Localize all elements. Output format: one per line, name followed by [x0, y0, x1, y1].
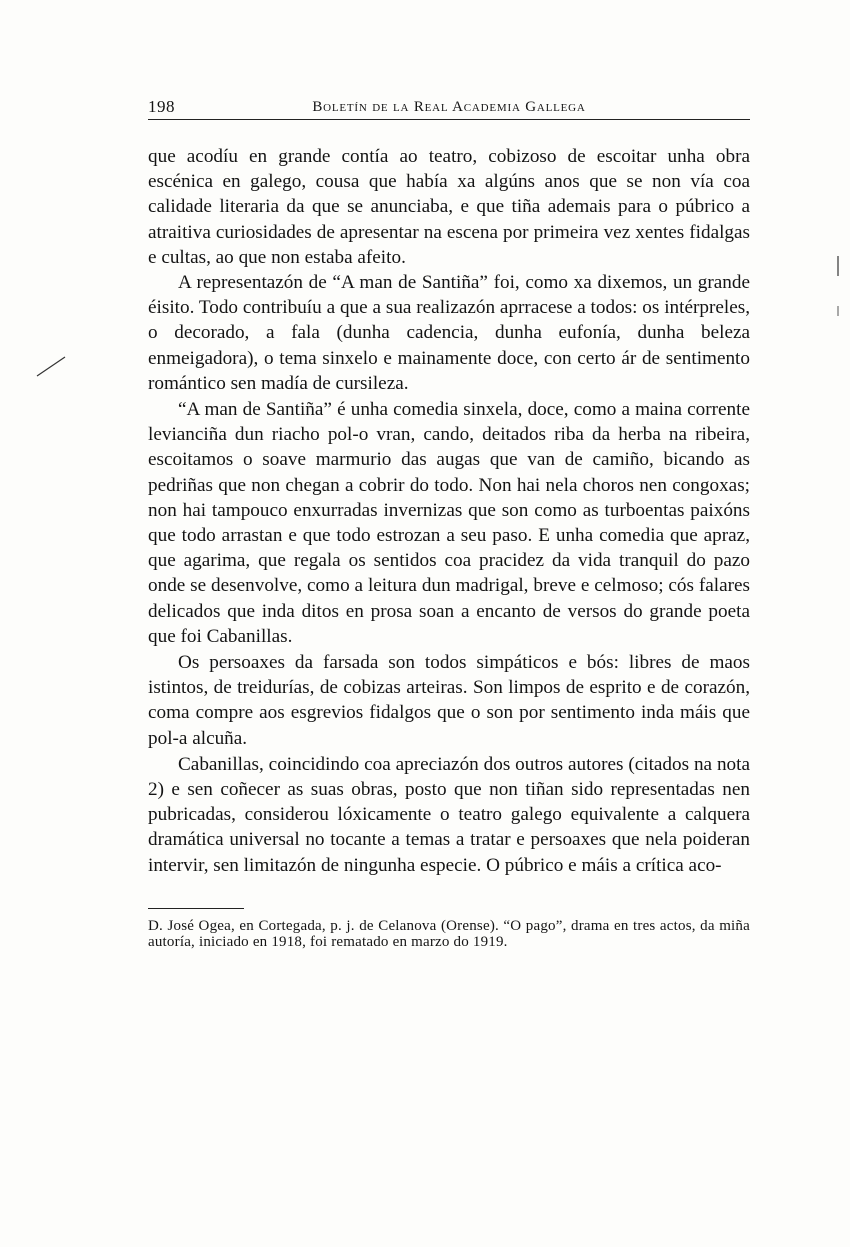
margin-tick-mark — [835, 306, 841, 318]
paragraph: Cabanillas, coincidindo coa apreciazón dos outros autores (citados na nota 2) e sen coñecer as suas obras, posto que non tiñan sido representadas nen pubricadas, considerou lóxicamente o teatro galego equivalente a calquera dramática universal no tocante a temas a tratar e persoaxes que nela poideran intervir, sen limitazón de ningunha especie. O púbrico e máis a crítica aco- — [148, 753, 750, 876]
book-page — [148, 95, 750, 951]
page-number: 198 — [148, 97, 175, 116]
paragraph-continuation: que acodíu en grande contía ao teatro, cobizoso de escoitar unha obra escénica en galego, cousa que había xa algúns anos que se non vía coa calidade literaria da que se anunciaba, e que tiña ademais para o púbrico a atraitiva curiosidades de apresentar na escena por primeira vez xentes fidalgas e cultas, ao que non estaba afeito. — [148, 146, 750, 268]
margin-tick-mark — [835, 256, 841, 278]
running-header — [148, 95, 750, 120]
body-text — [148, 144, 750, 878]
footnote: D. José Ogea, en Cortegada, p. j. de Celanova (Orense). “O pago”, drama en tres actos, da miña autoría, iniciado en 1918, foi rematado en marzo do 1919. — [148, 917, 750, 951]
paragraph: A representazón de “A man de Santiña” foi, como xa dixemos, un grande éisito. Todo contribuíu a que a sua realizazón aprracese a todos: os intérpreles, o decorado, a fala (dunha cadencia, dunha eufonía, dunha beleza enmeigadora), o tema sinxelo e mainamente doce, con certo ár de sentimento romántico sen madía de cursileza. — [148, 272, 750, 394]
margin-pencil-mark — [34, 355, 68, 379]
paragraph: Os persoaxes da farsada son todos simpáticos e bós: libres de maos istintos, de treidurías, de cobizas arteiras. Son limpos de esprito e de corazón, coma compre aos esgrevios fidalgos que o son por sentimento inda máis que pol-a alcuña. — [148, 652, 750, 749]
paragraph: “A man de Santiña” é unha comedia sinxela, doce, como a maina corrente levianciña dun riacho pol-o vran, cando, deitados riba da herba na ribeira, escoitamos o soave marmurio das augas que van de camiño, bicando as pedriñas que non chegan a cobrir do todo. Non hai nela choros nen congoxas; non hai tampouco enxurradas invernizas que son como as turboentas paixóns que todo arrastan e que todo estrozan a seu paso. E unha comedia que apraz, que agarima, que regala os sentidos coa pracidez da vida tranquil do pazo onde se desenvolve, como a leitura dun madrigal, breve e celmoso; cós falares delicados que inda ditos en prosa soan a encanto de versos do grande poeta que foi Cabanillas. — [148, 399, 750, 647]
footnote-rule — [148, 908, 244, 909]
running-title: Boletín de la Real Academia Gallega — [312, 99, 586, 115]
